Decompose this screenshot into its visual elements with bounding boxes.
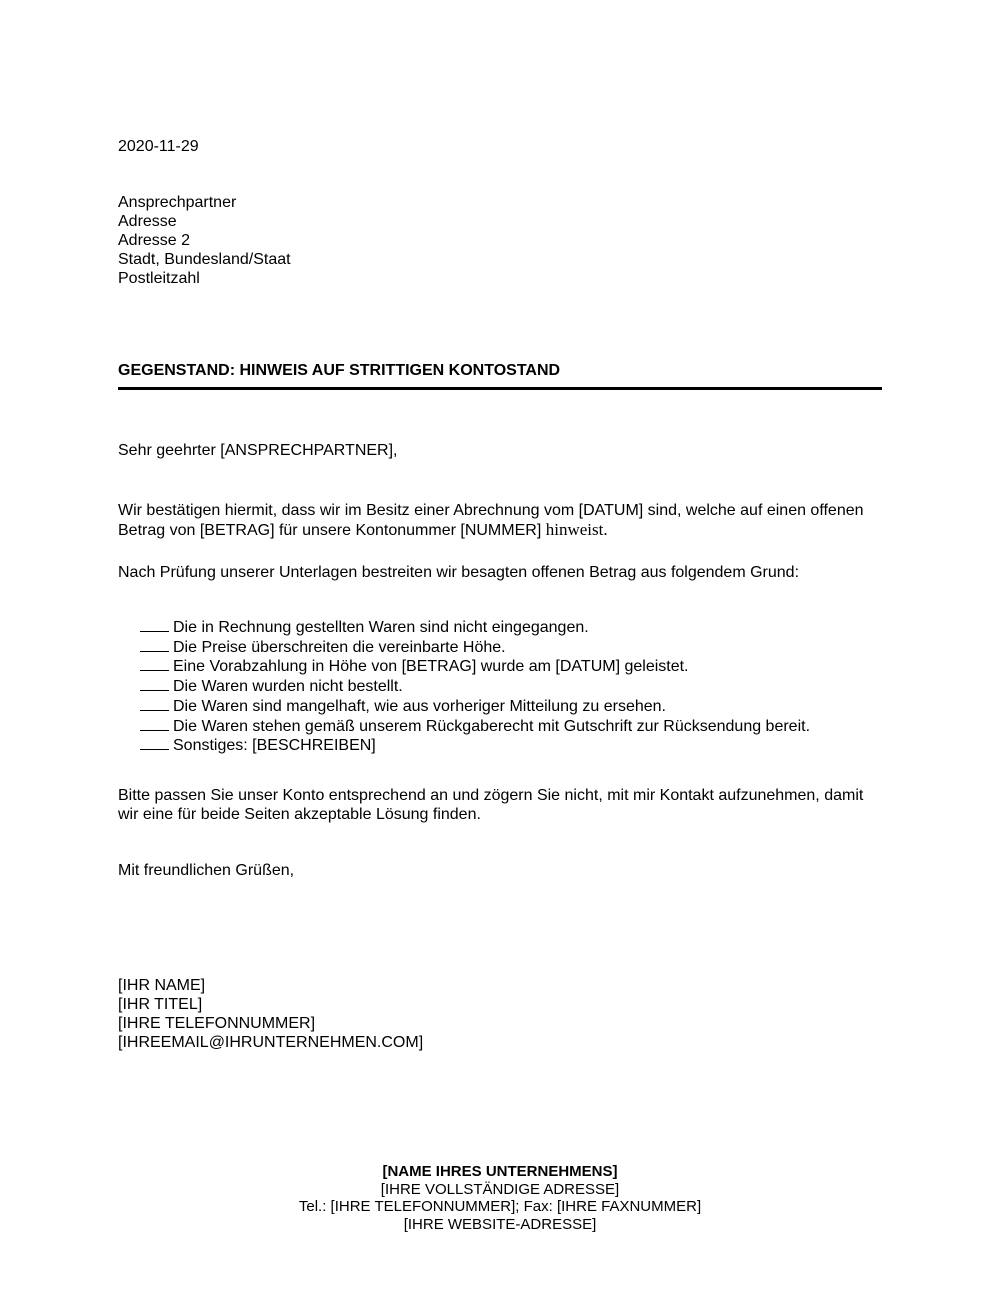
subject-divider	[118, 387, 882, 390]
reason-blank	[140, 638, 169, 652]
reason-item	[140, 717, 810, 737]
reason-text: Die in Rechnung gestellten Waren sind nicht eingegangen.	[173, 619, 589, 636]
paragraph-request: Bitte passen Sie unser Konto entsprechend an und zögern Sie nicht, mit mir Kontakt aufzunehmen, damit wir eine für beide Seiten akzeptable Lösung finden.	[118, 787, 864, 823]
reason-item	[140, 736, 810, 756]
reason-blank	[140, 618, 169, 632]
reason-blank	[140, 677, 169, 691]
reason-text: Die Preise überschreiten die vereinbarte Höhe.	[173, 638, 506, 656]
signature-name: [IHR NAME]	[118, 977, 206, 994]
reason-blank	[140, 697, 169, 711]
reason-item	[140, 638, 810, 658]
reason-item	[140, 677, 810, 697]
reason-checklist	[140, 618, 810, 756]
reason-text: Die Waren sind mangelhaft, wie aus vorheriger Mitteilung zu ersehen.	[173, 697, 666, 715]
signature-phone: [IHRE TELEFONNUMMER]	[118, 1015, 316, 1032]
closing: Mit freundlichen Grüßen,	[118, 862, 295, 879]
reason-text: Die Waren stehen gemäß unserem Rückgaberecht mit Gutschrift zur Rücksendung bereit.	[173, 717, 811, 735]
recipient-postal-code: Postleitzahl	[118, 270, 200, 287]
reason-item	[140, 657, 810, 677]
reason-text: Sonstiges: [BESCHREIBEN]	[173, 737, 376, 755]
footer-website: [IHRE WEBSITE-ADRESSE]	[403, 1215, 597, 1233]
paragraph-confirmation-end: hinweist.	[545, 520, 608, 539]
subject-line: GEGENSTAND: HINWEIS AUF STRITTIGEN KONTOSTAND	[118, 362, 561, 379]
reason-blank	[140, 657, 169, 671]
reason-blank	[140, 717, 169, 731]
recipient-address-line-2: Adresse 2	[118, 232, 191, 249]
recipient-address	[118, 193, 291, 288]
footer-contact: Tel.: [IHRE TELEFONNUMMER]; Fax: [IHRE FAXNUMMER]	[298, 1198, 702, 1215]
reason-text: Die Waren wurden nicht bestellt.	[173, 678, 403, 696]
paragraph-dispute: Nach Prüfung unserer Unterlagen bestreiten wir besagten offenen Betrag aus folgendem Grund:	[118, 564, 800, 581]
salutation: Sehr geehrter [ANSPRECHPARTNER],	[118, 442, 398, 459]
recipient-address-line-1: Adresse	[118, 213, 177, 230]
paragraph-confirmation	[118, 501, 888, 540]
reason-blank	[140, 736, 169, 750]
reason-text: Eine Vorabzahlung in Höhe von [BETRAG] wurde am [DATUM] geleistet.	[173, 658, 689, 676]
letter-date: 2020-11-29	[118, 138, 199, 155]
signature-email: [IHREEMAIL@IHRUNTERNEHMEN.COM]	[118, 1034, 424, 1051]
reason-item	[140, 697, 810, 717]
recipient-contact: Ansprechpartner	[118, 194, 237, 211]
company-footer	[0, 1163, 1000, 1233]
paragraph-confirmation-text: Wir bestätigen hiermit, dass wir im Besitz einer Abrechnung vom [DATUM] sind, welche auf einen offenen Betrag von [BETRAG] für unsere Kontonummer [NUMMER]	[118, 502, 864, 539]
footer-company-name: [NAME IHRES UNTERNEHMENS]	[382, 1163, 618, 1180]
recipient-city-state: Stadt, Bundesland/Staat	[118, 251, 291, 268]
signature-title: [IHR TITEL]	[118, 996, 203, 1013]
reason-item	[140, 618, 810, 638]
footer-address: [IHRE VOLLSTÄNDIGE ADRESSE]	[380, 1180, 620, 1198]
signature-block	[118, 976, 423, 1052]
